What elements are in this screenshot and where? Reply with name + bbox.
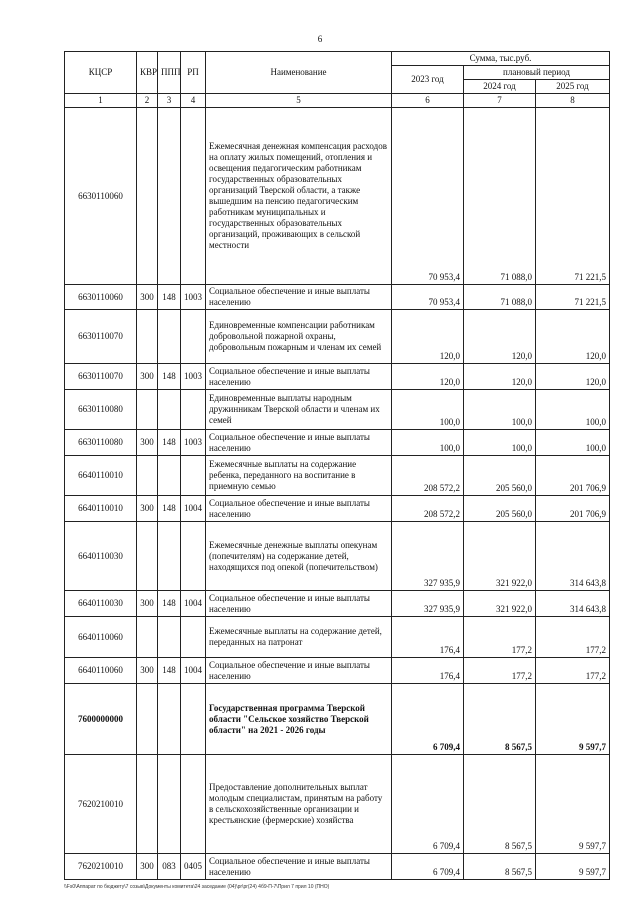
cell-y2025: 9 597,7 xyxy=(536,854,610,880)
cell-kvr xyxy=(137,456,158,496)
cell-name: Социальное обеспечение и иные выплаты населению xyxy=(206,285,392,310)
cell-y2025: 177,2 xyxy=(536,658,610,684)
cell-ppp xyxy=(158,310,181,364)
cell-name: Социальное обеспечение и иные выплаты населению xyxy=(206,430,392,456)
cell-y2024: 177,2 xyxy=(464,617,536,658)
cell-y2025: 201 706,9 xyxy=(536,456,610,496)
cell-y2023: 208 572,2 xyxy=(392,496,464,522)
cell-y2023: 100,0 xyxy=(392,390,464,430)
header-rp: РП xyxy=(181,52,206,94)
cell-y2023: 100,0 xyxy=(392,430,464,456)
table-row xyxy=(65,591,610,617)
table-row xyxy=(65,364,610,390)
cell-name: Единовременные выплаты народным дружинникам Тверской области и членам их семей xyxy=(206,390,392,430)
cell-rp xyxy=(181,522,206,591)
cell-y2025: 9 597,7 xyxy=(536,684,610,755)
cell-kcsr: 6640110060 xyxy=(65,617,137,658)
cell-y2024: 205 560,0 xyxy=(464,456,536,496)
column-number: 7 xyxy=(464,94,536,108)
cell-y2025: 100,0 xyxy=(536,390,610,430)
cell-rp xyxy=(181,310,206,364)
table-row xyxy=(65,755,610,854)
header-2023: 2023 год xyxy=(392,66,464,94)
column-number: 8 xyxy=(536,94,610,108)
table-row xyxy=(65,285,610,310)
cell-name: Социальное обеспечение и иные выплаты населению xyxy=(206,364,392,390)
cell-kvr xyxy=(137,755,158,854)
cell-kvr xyxy=(137,684,158,755)
cell-name: Предоставление дополнительных выплат молодым специалистам, принятым на работу в сельскохозяйственные организации и крестьянские (фермерские) хозяйства xyxy=(206,755,392,854)
cell-kcsr: 7600000000 xyxy=(65,684,137,755)
cell-kcsr: 6640110010 xyxy=(65,496,137,522)
budget-table xyxy=(64,51,610,880)
column-number: 4 xyxy=(181,94,206,108)
header-planned-period: плановый период xyxy=(464,66,610,80)
cell-rp xyxy=(181,617,206,658)
cell-kcsr: 6630110070 xyxy=(65,310,137,364)
cell-ppp: 148 xyxy=(158,658,181,684)
table-row xyxy=(65,522,610,591)
cell-rp: 1003 xyxy=(181,285,206,310)
cell-y2024: 8 567,5 xyxy=(464,755,536,854)
cell-rp: 1004 xyxy=(181,658,206,684)
cell-y2024: 100,0 xyxy=(464,430,536,456)
table-row xyxy=(65,430,610,456)
cell-y2024: 205 560,0 xyxy=(464,496,536,522)
cell-y2023: 6 709,4 xyxy=(392,684,464,755)
cell-kvr xyxy=(137,617,158,658)
cell-name: Социальное обеспечение и иные выплаты населению xyxy=(206,496,392,522)
table-header xyxy=(65,52,610,108)
cell-ppp xyxy=(158,390,181,430)
cell-y2025: 71 221,5 xyxy=(536,108,610,285)
cell-kvr: 300 xyxy=(137,430,158,456)
table-row xyxy=(65,854,610,880)
cell-ppp xyxy=(158,108,181,285)
cell-name: Социальное обеспечение и иные выплаты населению xyxy=(206,658,392,684)
file-path-footer: \\Fs0\Аппарат по бюджету\7 созыв\Документы комитета\24 заседание (04)\pr\pr(24) 4б9-П-7\Прил 7 прил 10 (ПНО) xyxy=(64,884,330,890)
cell-kcsr: 7620210010 xyxy=(65,755,137,854)
table-row xyxy=(65,390,610,430)
cell-rp xyxy=(181,456,206,496)
cell-kvr xyxy=(137,108,158,285)
cell-y2023: 6 709,4 xyxy=(392,854,464,880)
cell-y2024: 71 088,0 xyxy=(464,285,536,310)
cell-ppp xyxy=(158,755,181,854)
cell-y2024: 120,0 xyxy=(464,310,536,364)
cell-y2023: 70 953,4 xyxy=(392,285,464,310)
cell-name: Ежемесячные выплаты на содержание детей, переданных на патронат xyxy=(206,617,392,658)
cell-ppp xyxy=(158,456,181,496)
cell-y2024: 321 922,0 xyxy=(464,522,536,591)
cell-y2024: 8 567,5 xyxy=(464,684,536,755)
cell-rp: 1003 xyxy=(181,364,206,390)
header-ppp: ППП xyxy=(158,52,181,94)
cell-ppp xyxy=(158,617,181,658)
cell-kcsr: 6640110030 xyxy=(65,591,137,617)
header-kcsr: КЦСР xyxy=(65,52,137,94)
cell-y2024: 177,2 xyxy=(464,658,536,684)
cell-y2025: 71 221,5 xyxy=(536,285,610,310)
header-2024: 2024 год xyxy=(464,80,536,94)
cell-ppp: 148 xyxy=(158,285,181,310)
cell-rp xyxy=(181,108,206,285)
column-number: 6 xyxy=(392,94,464,108)
cell-rp xyxy=(181,684,206,755)
cell-y2023: 327 935,9 xyxy=(392,522,464,591)
cell-y2024: 120,0 xyxy=(464,364,536,390)
cell-kcsr: 6640110060 xyxy=(65,658,137,684)
cell-kcsr: 6630110060 xyxy=(65,285,137,310)
cell-rp: 1004 xyxy=(181,591,206,617)
cell-y2025: 177,2 xyxy=(536,617,610,658)
cell-name: Ежемесячная денежная компенсация расходов на оплату жилых помещений, отопления и освещения педагогическим работникам государственных образовательных организаций Тверской области, а также вышедшим на пенсию педагогическим работникам муниципальных и государственных образовательных организаций, проживающих в сельской местности xyxy=(206,108,392,285)
cell-kvr xyxy=(137,310,158,364)
table-row xyxy=(65,684,610,755)
header-2025: 2025 год xyxy=(536,80,610,94)
cell-y2023: 6 709,4 xyxy=(392,755,464,854)
cell-kcsr: 6640110010 xyxy=(65,456,137,496)
cell-ppp: 148 xyxy=(158,364,181,390)
header-sum: Сумма, тыс.руб. xyxy=(392,52,610,66)
cell-y2025: 120,0 xyxy=(536,364,610,390)
column-number: 5 xyxy=(206,94,392,108)
table-body xyxy=(65,108,610,880)
cell-ppp: 148 xyxy=(158,430,181,456)
cell-kvr xyxy=(137,390,158,430)
cell-ppp xyxy=(158,522,181,591)
cell-y2023: 208 572,2 xyxy=(392,456,464,496)
cell-kvr: 300 xyxy=(137,854,158,880)
cell-name: Ежемесячные выплаты на содержание ребенка, переданного на воспитание в приемную семью xyxy=(206,456,392,496)
cell-ppp: 148 xyxy=(158,496,181,522)
cell-kvr: 300 xyxy=(137,285,158,310)
cell-rp: 0405 xyxy=(181,854,206,880)
cell-kcsr: 6630110060 xyxy=(65,108,137,285)
cell-name: Единовременные компенсации работникам добровольной пожарной охраны, добровольным пожарным и членам их семей xyxy=(206,310,392,364)
cell-name: Социальное обеспечение и иные выплаты населению xyxy=(206,591,392,617)
cell-rp xyxy=(181,755,206,854)
column-number: 3 xyxy=(158,94,181,108)
cell-y2025: 120,0 xyxy=(536,310,610,364)
cell-y2023: 176,4 xyxy=(392,617,464,658)
cell-y2023: 327 935,9 xyxy=(392,591,464,617)
cell-kcsr: 6630110080 xyxy=(65,430,137,456)
cell-kvr xyxy=(137,522,158,591)
cell-rp xyxy=(181,390,206,430)
header-name: Наименование xyxy=(206,52,392,94)
cell-kvr: 300 xyxy=(137,591,158,617)
cell-y2024: 71 088,0 xyxy=(464,108,536,285)
cell-kcsr: 6630110080 xyxy=(65,390,137,430)
cell-y2023: 120,0 xyxy=(392,364,464,390)
cell-y2025: 314 643,8 xyxy=(536,591,610,617)
cell-ppp: 083 xyxy=(158,854,181,880)
cell-y2023: 120,0 xyxy=(392,310,464,364)
cell-name: Ежемесячные денежные выплаты опекунам (попечителям) на содержание детей, находящихся под опекой (попечительством) xyxy=(206,522,392,591)
cell-name: Социальное обеспечение и иные выплаты населению xyxy=(206,854,392,880)
cell-kcsr: 6640110030 xyxy=(65,522,137,591)
cell-y2023: 70 953,4 xyxy=(392,108,464,285)
cell-kvr: 300 xyxy=(137,658,158,684)
cell-kvr: 300 xyxy=(137,364,158,390)
cell-y2024: 100,0 xyxy=(464,390,536,430)
page-number: 6 xyxy=(317,34,323,44)
cell-kvr: 300 xyxy=(137,496,158,522)
table-row xyxy=(65,456,610,496)
cell-ppp: 148 xyxy=(158,591,181,617)
column-number: 1 xyxy=(65,94,137,108)
cell-y2024: 321 922,0 xyxy=(464,591,536,617)
table-row xyxy=(65,617,610,658)
cell-kcsr: 7620210010 xyxy=(65,854,137,880)
table-row xyxy=(65,310,610,364)
cell-ppp xyxy=(158,684,181,755)
cell-y2025: 9 597,7 xyxy=(536,755,610,854)
cell-name: Государственная программа Тверской области "Сельское хозяйство Тверской области" на 2021 - 2026 годы xyxy=(206,684,392,755)
column-number: 2 xyxy=(137,94,158,108)
cell-rp: 1004 xyxy=(181,496,206,522)
table-row xyxy=(65,496,610,522)
cell-y2025: 201 706,9 xyxy=(536,496,610,522)
cell-rp: 1003 xyxy=(181,430,206,456)
table-row xyxy=(65,108,610,285)
table-row xyxy=(65,658,610,684)
cell-y2025: 314 643,8 xyxy=(536,522,610,591)
column-number-row xyxy=(65,94,610,108)
header-kvr: КВР xyxy=(137,52,158,94)
cell-y2024: 8 567,5 xyxy=(464,854,536,880)
cell-y2023: 176,4 xyxy=(392,658,464,684)
cell-kcsr: 6630110070 xyxy=(65,364,137,390)
cell-y2025: 100,0 xyxy=(536,430,610,456)
